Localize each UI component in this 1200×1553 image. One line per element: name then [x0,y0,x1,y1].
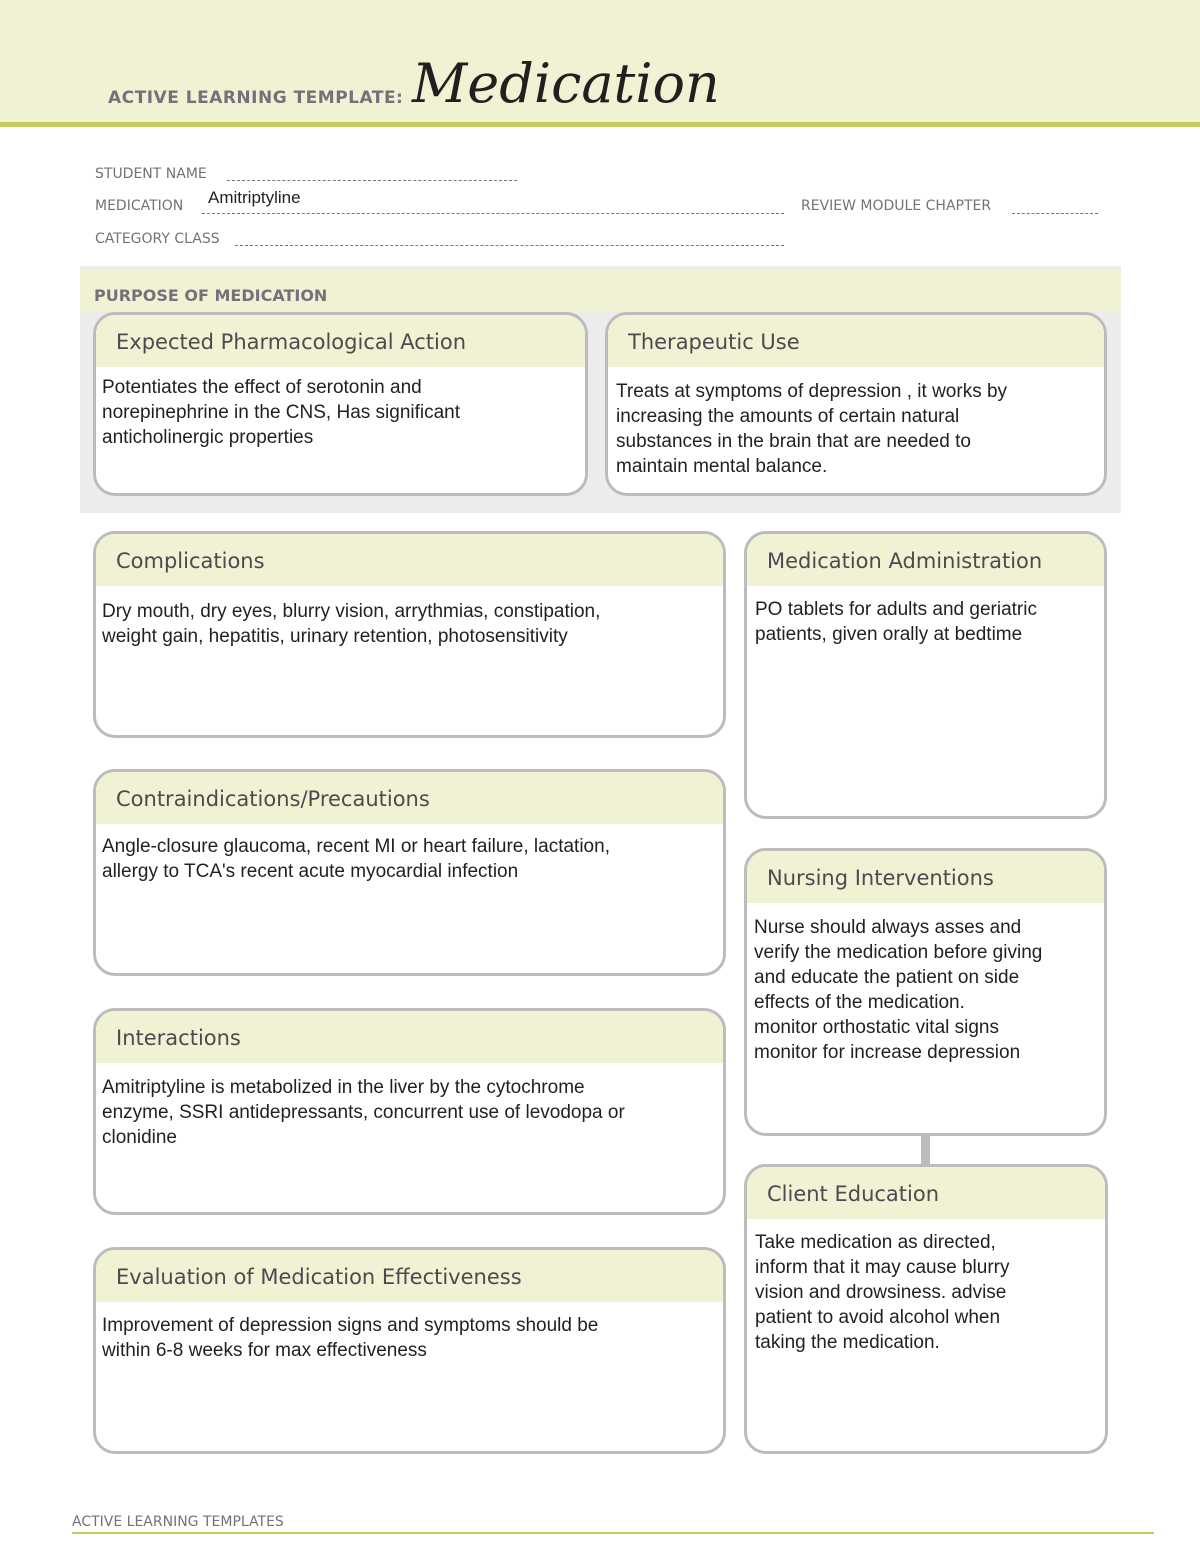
evaluation-text[interactable]: Improvement of depression signs and symptoms should be within 6-8 weeks for max effectiveness [102,1315,599,1361]
review-module-field[interactable] [1012,213,1098,214]
footer-rule [72,1532,1154,1534]
complications-box [93,531,726,738]
review-module-label: REVIEW MODULE CHAPTER [801,198,992,214]
expected-action-text[interactable]: Potentiates the effect of serotonin and norepinephrine in the CNS, Has significant anticholinergic properties [102,377,461,448]
footer-label: ACTIVE LEARNING TEMPLATES [72,1514,284,1530]
header-rule [0,122,1200,127]
template-label: ACTIVE LEARNING TEMPLATE: [108,88,404,108]
evaluation-box [93,1247,726,1454]
interactions-box [93,1008,726,1215]
nursing-interventions-text[interactable]: Nurse should always asses and verify the medication before giving and educate the patient on side effects of the medication. monitor orthostatic vital signs monitor for increase depression [754,917,1043,1063]
nursing-interventions-title: Nursing Interventions [747,851,1104,903]
client-education-box [744,1164,1108,1454]
therapeutic-use-text[interactable]: Treats at symptoms of depression , it works by increasing the amounts of certain natural substances in the brain that are needed to maintain mental balance. [616,381,1008,477]
category-class-field[interactable] [235,245,784,246]
therapeutic-use-box [605,312,1107,496]
medication-field[interactable] [202,213,784,214]
category-class-label: CATEGORY CLASS [95,231,220,247]
nursing-interventions-box [744,848,1107,1136]
medication-label: MEDICATION [95,198,184,214]
complications-text[interactable]: Dry mouth, dry eyes, blurry vision, arrythmias, constipation, weight gain, hepatitis, urinary retention, photosensitivity [102,601,601,647]
contraindications-text[interactable]: Angle-closure glaucoma, recent MI or heart failure, lactation, allergy to TCA's recent acute myocardial infection [102,836,610,882]
therapeutic-use-title: Therapeutic Use [608,315,1104,367]
client-education-text[interactable]: Take medication as directed, inform that it may cause blurry vision and drowsiness. advise patient to avoid alcohol when taking the medication. [755,1232,1010,1353]
student-name-field[interactable] [227,180,517,181]
administration-box [744,531,1107,819]
administration-text[interactable]: PO tablets for adults and geriatric patients, given orally at bedtime [755,599,1037,645]
client-education-title: Client Education [747,1167,1105,1219]
box-connector [921,1133,930,1167]
contraindications-box [93,769,726,976]
expected-action-box [93,312,588,496]
page-title: Medication [412,52,720,115]
student-name-label: STUDENT NAME [95,166,207,182]
interactions-text[interactable]: Amitriptyline is metabolized in the liver by the cytochrome enzyme, SSRI antidepressants, concurrent use of levodopa or clonidine [102,1077,625,1148]
complications-title: Complications [96,534,723,586]
purpose-label: PURPOSE OF MEDICATION [94,286,328,305]
administration-title: Medication Administration [747,534,1104,586]
contraindications-title: Contraindications/Precautions [96,772,723,824]
interactions-title: Interactions [96,1011,723,1063]
expected-action-title: Expected Pharmacological Action [96,315,585,367]
medication-value: Amitriptyline [208,188,301,207]
evaluation-title: Evaluation of Medication Effectiveness [96,1250,723,1302]
